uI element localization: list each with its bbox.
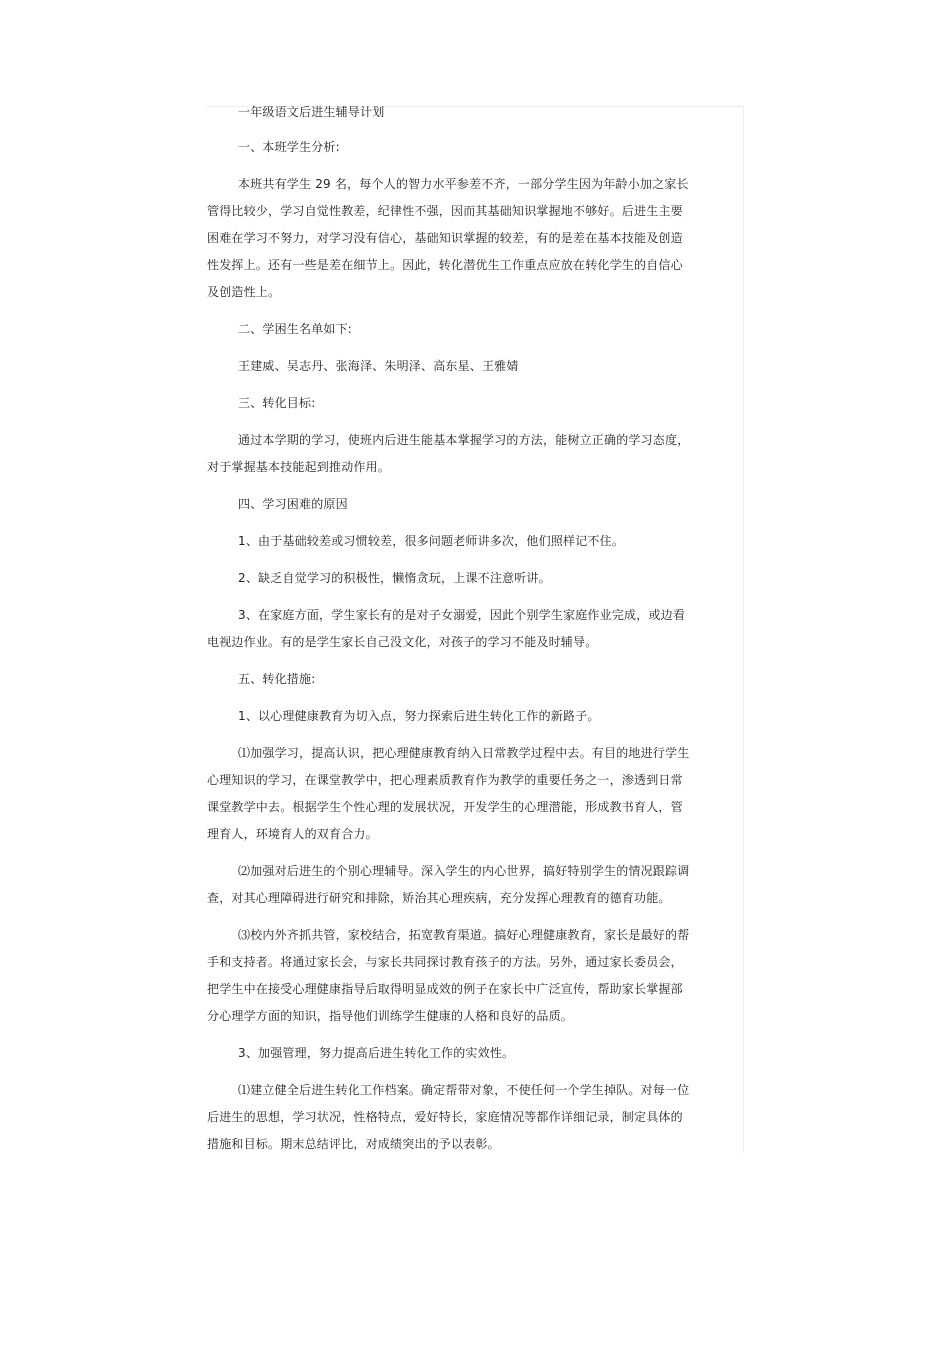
text-line: 对于掌握基本技能起到推动作用。 [207,460,391,474]
measure-item-1 [207,703,697,730]
text-line: 困难在学习不努力，对学习没有信心，基础知识掌握的较差，有的是差在基本技能及创造 [207,231,683,245]
text-line: 一、本班学生分析: [238,140,340,154]
text-line: ⑶校内外齐抓共管，家校结合，拓宽教育渠道。搞好心理健康教育，家长是最好的帮 [238,928,690,942]
text-line: 课堂教学中去。根据学生个性心理的发展状况，开发学生的心理潜能，形成教书育人，管 [207,800,683,814]
measure-subitem-3-1 [207,1077,697,1158]
text-line: 五、转化措施: [238,672,316,686]
text-line: ⑴加强学习，提高认识，把心理健康教育纳入日常教学过程中去。有目的地进行学生 [238,746,690,760]
section-measures-heading [207,666,697,693]
text-line: 分心理学方面的知识，指导他们训练学生健康的人格和良好的品质。 [207,1009,574,1023]
section-students-list [207,353,697,380]
text-line: ⑵加强对后进生的个别心理辅导。深入学生的内心世界，搞好特别学生的情况跟踪调 [238,864,690,878]
reason-item-3 [207,602,697,656]
text-line: 措施和目标。期末总结评比，对成绩突出的予以表彰。 [207,1137,500,1151]
measure-subitem-1-2 [207,858,697,912]
measure-subitem-1-3 [207,922,697,1030]
text-line: 王建威、吴志丹、张海泽、朱明泽、高东星、王雅婧 [238,359,519,373]
text-line: 性发挥上。还有一些是差在细节上。因此，转化潜优生工作重点应放在转化学生的自信心 [207,258,683,272]
text-line: 查，对其心理障碍进行研究和排除，矫治其心理疾病，充分发挥心理教育的德育功能。 [207,891,671,905]
section-goals-body [207,427,697,481]
reason-item-2 [207,565,697,592]
section-goals-heading [207,390,697,417]
document-body [207,100,697,1158]
text-line: ⑴建立健全后进生转化工作档案。确定帮带对象，不使任何一个学生掉队。对每一位 [238,1083,690,1097]
measure-item-3 [207,1040,697,1067]
text-line: 手和支持者。将通过家长会，与家长共同探讨教育孩子的方法。另外，通过家长委员会， [207,955,683,969]
text-line: 三、转化目标: [238,396,316,410]
text-line: 理育人，环境育人的双育合力。 [207,827,378,841]
text-line: 心理知识的学习，在课堂教学中，把心理素质教育作为教学的重要任务之一，渗透到日常 [207,773,683,787]
measure-subitem-1-1 [207,740,697,848]
text-line: 电视边作业。有的是学生家长自己没文化，对孩子的学习不能及时辅导。 [207,635,598,649]
text-line: 3、加强管理，努力提高后进生转化工作的实效性。 [238,1046,515,1060]
text-line: 2、缺乏自觉学习的积极性，懒惰贪玩，上课不注意听讲。 [238,571,551,585]
section-reasons-heading [207,491,697,518]
text-line: 本班共有学生 29 名，每个人的智力水平参差不齐，一部分学生因为年龄小加之家长 [238,177,689,191]
text-line: 1、由于基础较差或习惯较差，很多问题老师讲多次，他们照样记不住。 [238,534,625,548]
text-line: 后进生的思想，学习状况，性格特点，爱好特长，家庭情况等都作详细记录，制定具体的 [207,1110,683,1124]
text-line: 管得比较少，学习自觉性教差，纪律性不强，因而其基础知识掌握地不够好。后进生主要 [207,204,683,218]
text-line: 通过本学期的学习，使班内后进生能基本掌握学习的方法，能树立正确的学习态度， [238,433,690,447]
text-line: 及创造性上。 [207,285,281,299]
section-students-heading [207,316,697,343]
section-analysis-body [207,171,697,306]
text-line: 把学生中在接受心理健康指导后取得明显成效的例子在家长中广泛宣传，帮助家长掌握部 [207,982,683,996]
text-line: 1、以心理健康教育为切入点，努力探索后进生转化工作的新路子。 [238,709,600,723]
section-analysis-heading [207,134,697,161]
text-line: 二、学困生名单如下: [238,322,353,336]
reason-item-1 [207,528,697,555]
text-line: 四、学习困难的原因 [238,497,348,511]
text-line: 3、在家庭方面，学生家长有的是对子女溺爱，因此个别学生家庭作业完成，或边看 [238,608,686,622]
document-title: 一年级语文后进生辅导计划 [238,105,385,119]
